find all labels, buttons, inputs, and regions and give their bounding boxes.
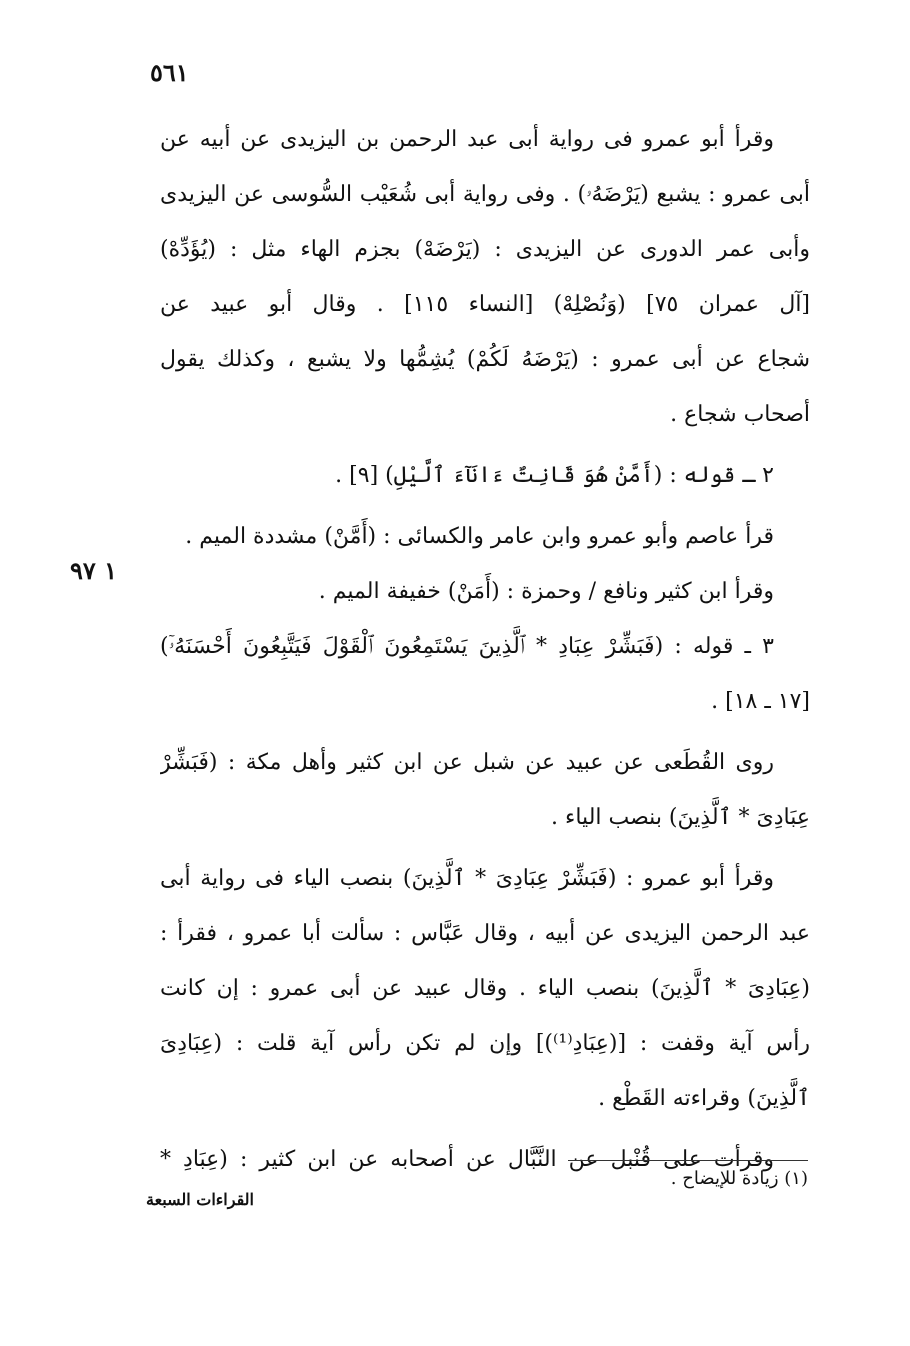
text-line: رأس آية وقفت : [(عِبَادِ⁽¹⁾)] وإن لم تكن رأس آية قلت : (عِبَادِىَ [160,1031,810,1056]
text-line: (عِبَادِىَ * ٱلَّذِينَ) بنصب الياء . وقال عبيد عن أبى عمرو : إن كانت [160,976,810,1001]
text-line: وقرأ أبو عمرو : (فَبَشِّرْ عِبَادِىَ * ٱلَّذِينَ) بنصب الياء فى رواية أبى [160,866,774,891]
text-line: عبد الرحمن اليزيدى عن أبيه ، وقال عَبَّاس : سألت أبا عمرو ، فقرأ : [160,921,810,946]
text-line: أصحاب شجاع . [670,402,810,427]
page-number: ٥٦١ [150,58,189,87]
text-line: أبى عمرو : يشبع (يَرْضَهُۥ) . وفى رواية أبى شُعَيْب السُّوسى عن اليزيدى [160,182,810,207]
text-line: ٢ ـ قوله : (أَمَّنْ هُوَ قَانِتٌ ءَانَآءَ ٱلَّيْلِ) [٩] . [335,463,774,488]
text-line: [١٧ ـ ١٨] . [711,689,810,714]
text-line: قرأ عاصم وأبو عمرو وابن عامر والكسائى : (أَمَّنْ) مشددة الميم . [185,524,774,549]
body-text [160,112,810,1187]
text-line: وأبى عمر الدورى عن اليزيدى : (يَرْضَهْ) بجزم الهاء مثل : (يُؤَدِّهْ) [160,237,810,262]
text-line: عِبَادِىَ * ٱلَّذِينَ) بنصب الياء . [551,805,810,830]
text-line: وقرأ ابن كثير ونافع / وحمزة : (أَمَنْ) خفيفة الميم . [318,579,774,604]
text-line: وقرأ أبو عمرو فى رواية أبى عبد الرحمن بن اليزيدى عن أبيه عن [160,127,774,152]
text-line: [آل عمران ٧٥] (وَنُصْلِهْ) [النساء ١١٥] . وقال أبو عبيد عن [160,292,810,317]
footnote-divider [568,1160,808,1161]
text-line: ٱلَّذِينَ) وقراءته القَطْع . [598,1086,810,1111]
footnote: (١) زيادة للإيضاح . [670,1168,808,1189]
text-line: روى القُطَعى عن عبيد عن شبل عن ابن كثير وأهل مكة : (فَبَشِّرْ [160,750,774,775]
margin-number: ١ ٩٧ [70,556,118,585]
text-line: شجاع عن أبى عمرو : (يَرْضَهُ لَكُمْ) يُشِمُّها ولا يشبع ، وكذلك يقول [160,347,810,372]
text-line: وقرأت على قُنْبل عن النَّبَّال عن أصحابه عن ابن كثير : (عِبَادِ * [160,1147,774,1172]
text-line: ٣ ـ قوله : (فَبَشِّرْ عِبَادِ * ٱلَّذِينَ يَسْتَمِعُونَ ٱلْقَوْلَ فَيَتَّبِعُونَ أَحْسَنَهُۥٓ) [160,634,774,659]
footer-book-title: القراءات السبعة [145,1190,254,1209]
